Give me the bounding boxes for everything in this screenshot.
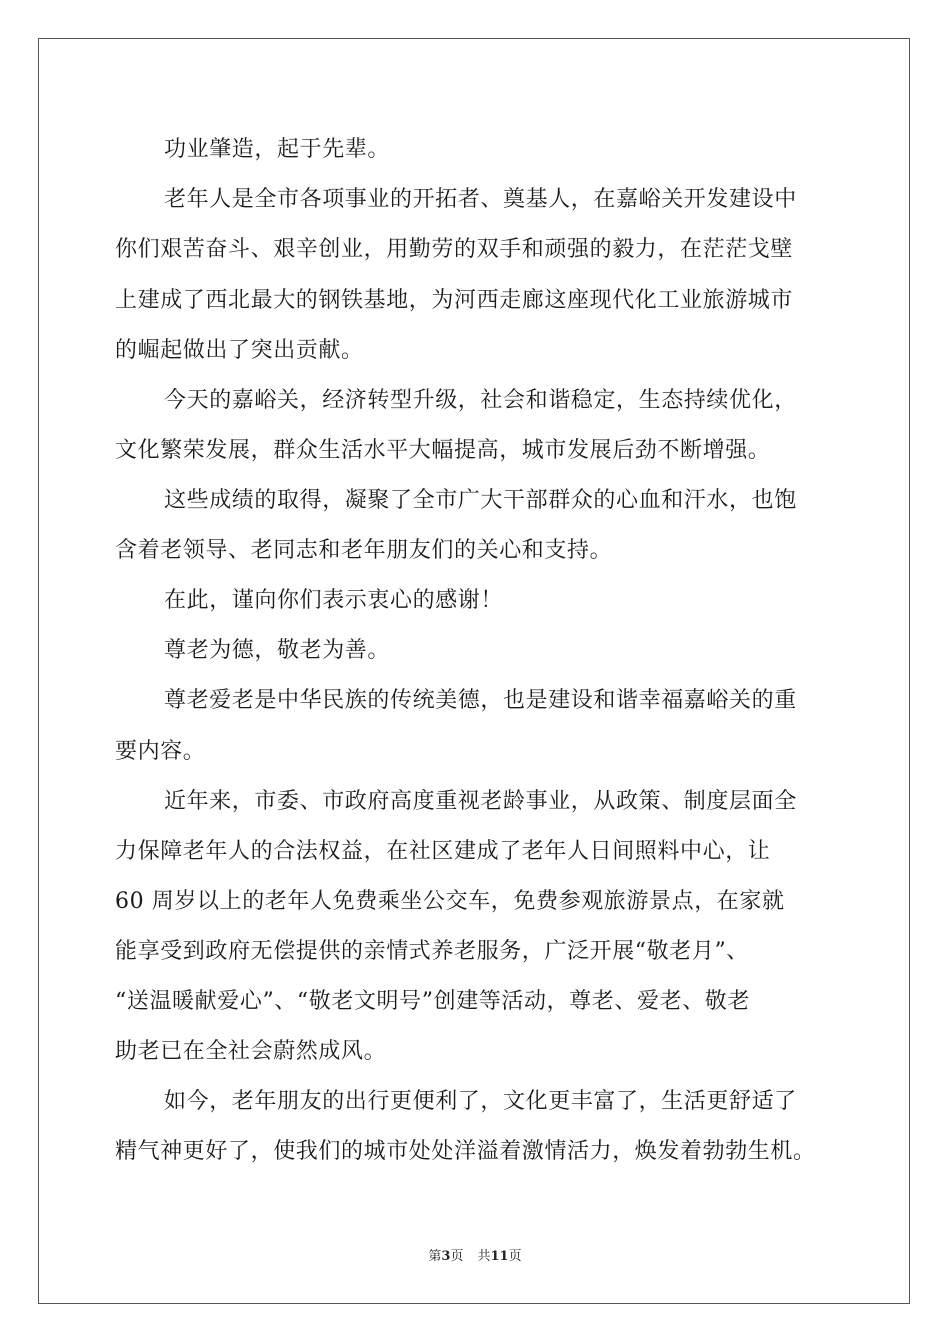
paragraph-line: 上建成了西北最大的钢铁基地，为河西走廊这座现代化工业旅游城市 [115,288,794,313]
paragraph-line: 精气神更好了，使我们的城市处处洋溢着激情活力，焕发着勃勃生机。 [115,1139,816,1164]
total-suffix: 页 [508,1249,522,1264]
paragraph-line: 含着老领导、老同志和老年朋友们的关心和支持。 [115,538,613,563]
paragraph-line: 你们艰苦奋斗、艰辛创业，用勤劳的双手和顽强的毅力，在茫茫戈壁 [115,237,794,262]
page-prefix: 第 [428,1249,442,1264]
paragraph-line: 这些成绩的取得，凝聚了全市广大干部群众的心血和汗水，也饱 [164,488,797,513]
paragraph-line: 60 周岁以上的老年人免费乘坐公交车，免费参观旅游景点，在家就 [115,889,785,914]
paragraph-line: 近年来，市委、市政府高度重视老龄事业，从政策、制度层面全 [164,789,797,814]
page-number: 3 [441,1249,451,1264]
paragraph-line: “送温暖献爱心”、“敬老文明号”创建等活动，尊老、爱老、敬老 [115,989,750,1014]
paragraph-line: 尊老为德，敬老为善。 [164,638,391,663]
paragraph-line: 如今，老年朋友的出行更便利了，文化更丰富了，生活更舒适了 [164,1089,797,1114]
paragraph-line: 助老已在全社会蔚然成风。 [115,1039,387,1064]
paragraph-line: 文化繁荣发展，群众生活水平大幅提高，城市发展后劲不断增强。 [115,438,771,463]
paragraph-line: 力保障老年人的合法权益，在社区建成了老年人日间照料中心，让 [115,839,771,864]
paragraph-line: 老年人是全市各项事业的开拓者、奠基人，在嘉峪关开发建设中 [164,187,797,212]
paragraph-line: 今天的嘉峪关，经济转型升级，社会和谐稳定，生态持续优化， [164,388,797,413]
page-suffix: 页 [450,1249,464,1264]
paragraph-line: 在此，谨向你们表示衷心的感谢！ [164,588,504,613]
page-footer [0,1248,950,1266]
paragraph-line: 功业肇造，起于先辈。 [164,137,391,162]
paragraph-line: 的崛起做出了突出贡献。 [115,338,364,363]
paragraph-line: 尊老爱老是中华民族的传统美德，也是建设和谐幸福嘉峪关的重 [164,688,797,713]
paragraph-line: 要内容。 [115,739,206,764]
paragraph-line: 能享受到政府无偿提供的亲情式养老服务，广泛开展“敬老月”、 [115,939,749,964]
total-prefix: 共 [477,1249,491,1264]
total-pages: 11 [490,1249,509,1264]
